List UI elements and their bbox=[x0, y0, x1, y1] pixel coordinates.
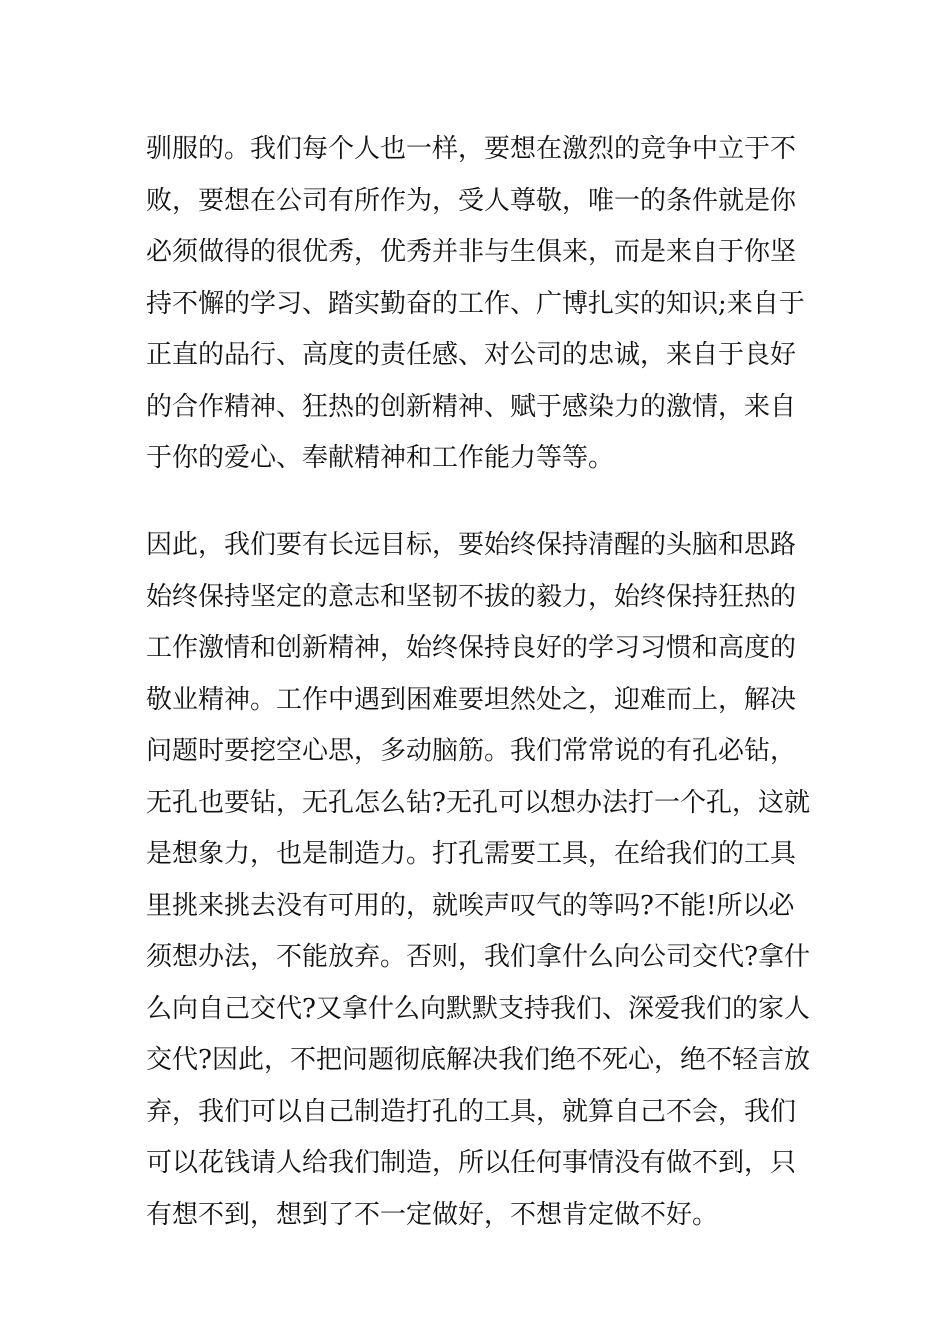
text-line: 敬业精神。工作中遇到困难要坦然处之，迎难而上，解决 bbox=[146, 684, 797, 715]
text-line: 可以花钱请人给我们制造，所以任何事情没有做不到，只 bbox=[146, 1148, 797, 1178]
text-line: 工作激情和创新精神，始终保持良好的学习习惯和高度的 bbox=[146, 633, 797, 663]
paragraph-1 bbox=[146, 124, 816, 485]
text-line: 始终保持坚定的意志和坚韧不拔的毅力，始终保持狂热的 bbox=[146, 581, 797, 612]
text-line: 必须做得的很优秀，优秀并非与生俱来，而是来自于你坚 bbox=[146, 237, 797, 267]
text-line: 有想不到，想到了不一定做好，不想肯定做不好。 bbox=[146, 1199, 719, 1230]
text-line: 的合作精神、狂热的创新精神、赋于感染力的激情，来自 bbox=[146, 391, 797, 422]
text-line: 里挑来挑去没有可用的，就唉声叹气的等吗?不能!所以必 bbox=[146, 890, 795, 921]
text-line: 正直的品行、高度的责任感、对公司的忠诚，来自于良好 bbox=[146, 340, 797, 370]
text-line: 须想办法，不能放弃。否则，我们拿什么向公司交代?拿什 bbox=[146, 942, 810, 972]
text-line: 弃，我们可以自己制造打孔的工具，就算自己不会，我们 bbox=[146, 1096, 797, 1127]
paragraph-2 bbox=[146, 520, 816, 1241]
text-line: 持不懈的学习、踏实勤奋的工作、广博扎实的知识;来自于 bbox=[146, 288, 805, 319]
text-line: 驯服的。我们每个人也一样，要想在激烈的竞争中立于不 bbox=[146, 134, 797, 164]
text-line: 交代?因此，不把问题彻底解决我们绝不死心，绝不轻言放 bbox=[146, 1045, 810, 1075]
text-line: 无孔也要钻，无孔怎么钻?无孔可以想办法打一个孔，这就 bbox=[146, 787, 810, 818]
text-line: 是想象力，也是制造力。打孔需要工具，在给我们的工具 bbox=[146, 839, 797, 869]
text-line: 败，要想在公司有所作为，受人尊敬，唯一的条件就是你 bbox=[146, 185, 797, 216]
text-line: 么向自己交代?又拿什么向默默支持我们、深爱我们的家人 bbox=[146, 993, 810, 1024]
text-line: 于你的爱心、奉献精神和工作能力等等。 bbox=[146, 443, 615, 473]
text-line: 问题时要挖空心思，多动脑筋。我们常常说的有孔必钻， bbox=[146, 736, 797, 766]
text-line: 因此，我们要有长远目标，要始终保持清醒的头脑和思路 bbox=[146, 530, 797, 560]
